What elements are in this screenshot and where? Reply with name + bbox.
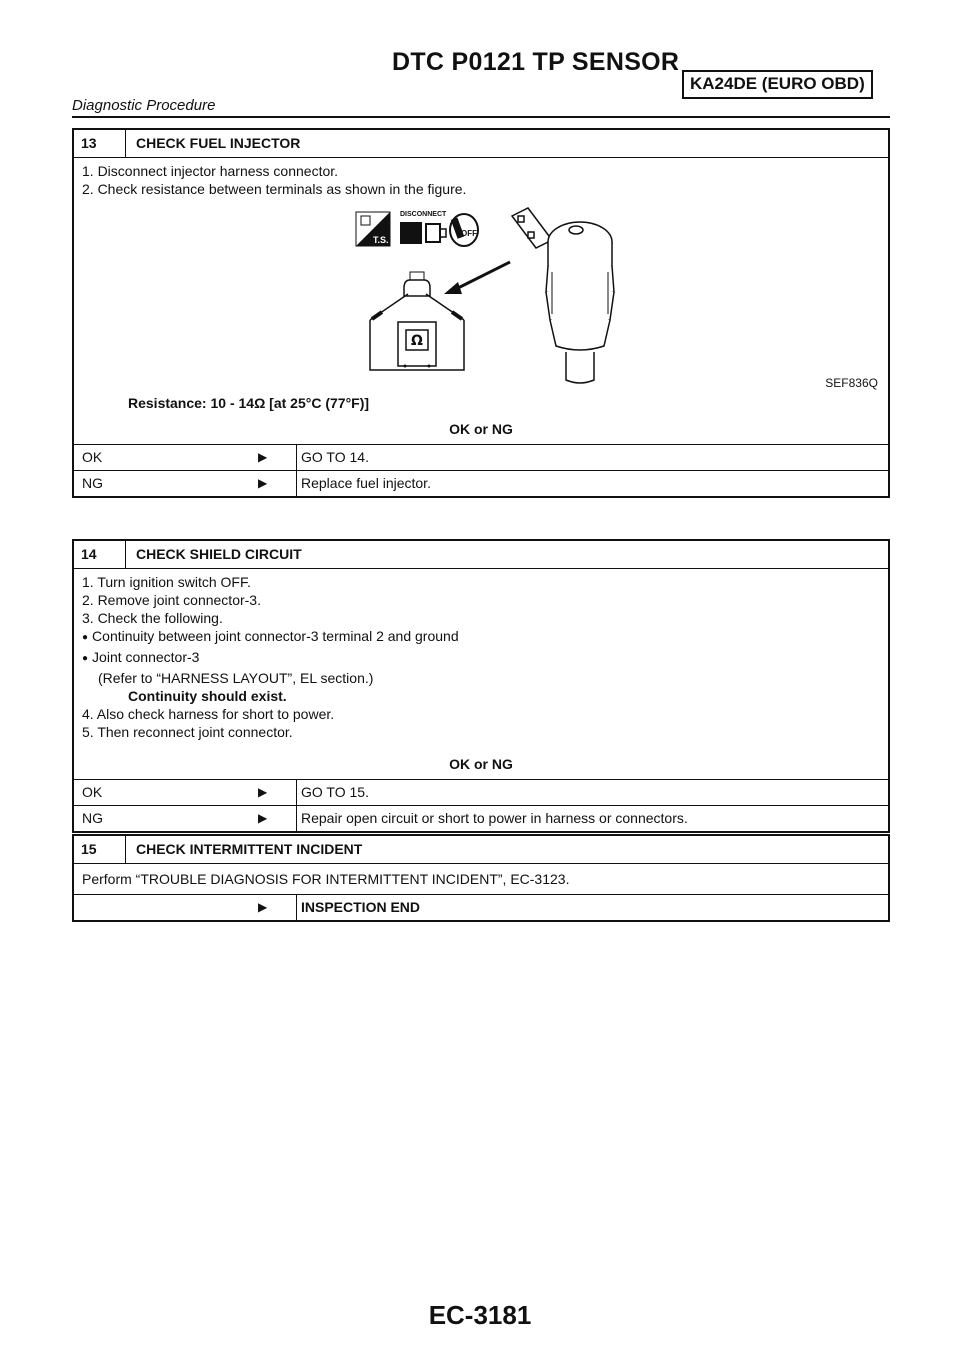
ts-icon — [356, 212, 390, 246]
step-14-title: CHECK SHIELD CIRCUIT — [136, 546, 302, 562]
step-14-answer-ng — [74, 806, 888, 831]
step-15-box — [72, 834, 890, 922]
svg-text:Ω: Ω — [411, 333, 423, 349]
injector-figure — [82, 202, 880, 392]
step-15-content — [74, 864, 888, 895]
step-13-title: CHECK FUEL INJECTOR — [136, 135, 301, 151]
step-14-box — [72, 539, 890, 833]
step-13-number: 13 — [74, 130, 126, 157]
answer-action: INSPECTION END — [296, 895, 420, 920]
page-title: DTC P0121 TP SENSOR — [392, 48, 680, 76]
answer-key: OK — [82, 449, 103, 465]
step-15-answer-end — [74, 895, 888, 920]
step-13-content — [74, 158, 888, 445]
step-15-number: 15 — [74, 836, 126, 863]
step-13-box — [72, 128, 890, 498]
step-14-should: Continuity should exist. — [128, 688, 287, 704]
svg-text:T.S.: T.S. — [373, 235, 389, 245]
step-13-title-row — [74, 130, 888, 158]
step-13-answer-ng — [74, 471, 888, 496]
step-14-bullet-2: ● Joint connector-3 — [82, 648, 880, 669]
step-15-text: Perform “TROUBLE DIAGNOSIS FOR INTERMITTENT INCIDENT”, EC-3123. — [82, 871, 570, 887]
answer-key: NG — [82, 475, 103, 491]
step-14-title-row — [74, 541, 888, 569]
step-14-number: 14 — [74, 541, 126, 568]
injector-diagram — [82, 202, 882, 392]
answer-action: GO TO 15. — [296, 780, 369, 805]
arrow-icon: ▶ — [258, 785, 268, 799]
arrow-icon: ▶ — [258, 811, 268, 825]
page-subtitle: Diagnostic Procedure — [72, 97, 216, 114]
step-14-answer-ok — [74, 780, 888, 806]
header-rule — [72, 116, 890, 118]
fuel-injector-icon — [512, 208, 614, 383]
step-14-line-2: 2. Remove joint connector-3. — [82, 592, 261, 608]
resistance-spec: Resistance: 10 - 14Ω [at 25°C (77°F)] — [128, 395, 370, 411]
page-number: EC-3181 — [428, 1300, 532, 1330]
step-14-bullet-1: ● Continuity between joint connector-3 terminal 2 and ground — [82, 627, 880, 648]
step-14-content — [74, 569, 888, 780]
step-15-title: CHECK INTERMITTENT INCIDENT — [136, 841, 363, 857]
answer-action: Replace fuel injector. — [296, 471, 431, 496]
svg-text:OFF: OFF — [461, 229, 477, 238]
step-14-line-3: 3. Check the following. — [82, 610, 223, 626]
step-14-line-5: 5. Then reconnect joint connector. — [82, 724, 293, 740]
answer-key: OK — [82, 784, 103, 800]
arrow-icon: ▶ — [258, 450, 268, 464]
step-14-refer: (Refer to “HARNESS LAYOUT”, EL section.) — [98, 670, 374, 686]
arrow-icon: ▶ — [258, 476, 268, 490]
answer-action: GO TO 14. — [296, 445, 369, 470]
page-header — [72, 42, 890, 118]
figure-code: SEF836Q — [825, 376, 878, 390]
arrow-icon: ▶ — [258, 900, 268, 914]
step-15-title-row — [74, 836, 888, 864]
answer-key: NG — [82, 810, 103, 826]
svg-text:DISCONNECT: DISCONNECT — [400, 211, 447, 218]
disconnect-icon — [400, 211, 447, 244]
engine-badge: KA24DE (EURO OBD) — [682, 70, 873, 99]
step-14-line-4: 4. Also check harness for short to power. — [82, 706, 335, 722]
step-14-line-1: 1. Turn ignition switch OFF. — [82, 574, 251, 590]
ohmmeter-circuit — [370, 272, 464, 370]
step-13-answer-ok — [74, 445, 888, 471]
step-13-ok-or-ng: OK or NG — [449, 421, 513, 437]
step-13-line-2: 2. Check resistance between terminals as shown in the figure. — [82, 181, 467, 197]
pointer-arrow — [444, 262, 510, 294]
ignition-off-icon — [450, 214, 478, 246]
step-14-ok-or-ng: OK or NG — [449, 756, 513, 772]
answer-action: Repair open circuit or short to power in harness or connectors. — [296, 806, 688, 831]
step-13-line-1: 1. Disconnect injector harness connector. — [82, 163, 339, 179]
